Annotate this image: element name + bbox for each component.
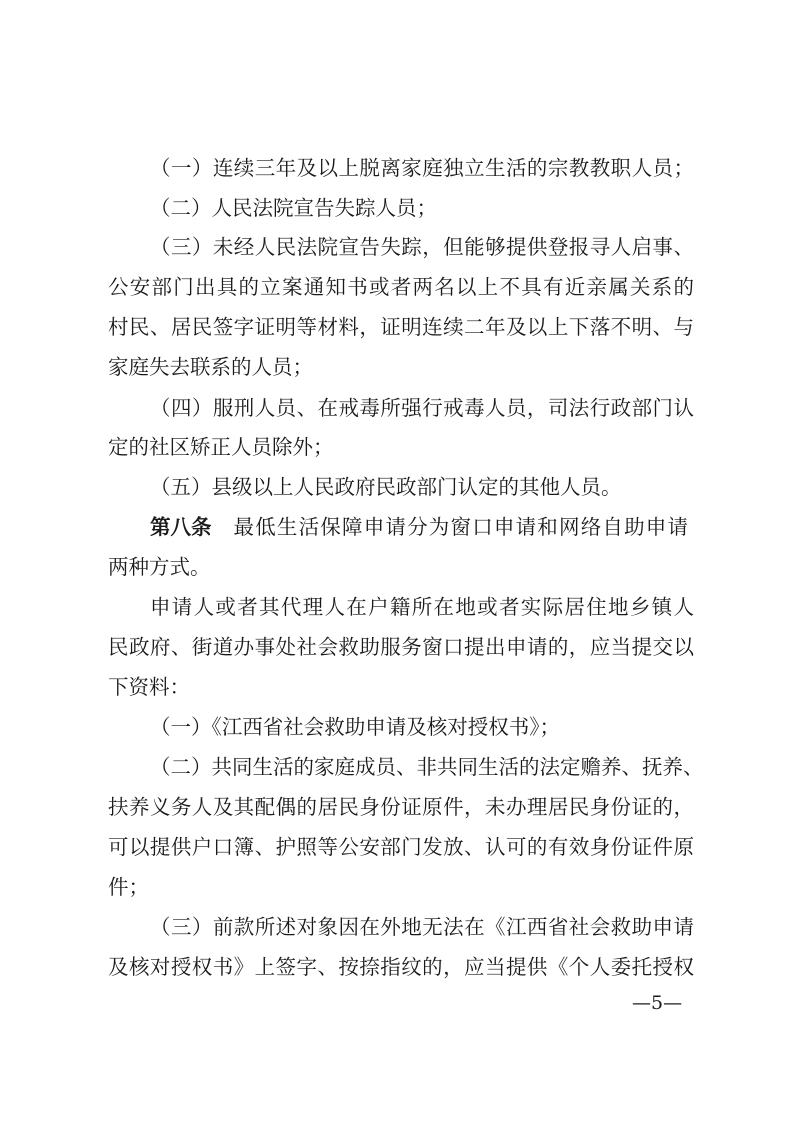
text-line-3: （三）未经人民法院宣告失踪，但能够提供登报寻人启事、 bbox=[150, 235, 694, 259]
article-8-line bbox=[150, 513, 694, 541]
text-line-14: 下资料： bbox=[108, 675, 190, 699]
text-line-15: （一）《江西省社会救助申请及核对授权书》； bbox=[150, 715, 560, 739]
text-line-7: （四）服刑人员、在戒毒所强行戒毒人员，司法行政部门认 bbox=[150, 396, 694, 420]
text-line-10: 最低生活保障申请分为窗口申请和网络自助申请 bbox=[233, 515, 690, 539]
text-line-2: （二）人民法院宣告失踪人员； bbox=[150, 196, 437, 220]
text-line-1: （一）连续三年及以上脱离家庭独立生活的宗教教职人员； bbox=[150, 156, 694, 180]
text-line-4: 公安部门出具的立案通知书或者两名以上不具有近亲属关系的 bbox=[108, 275, 694, 299]
text-line-11: 两种方式。 bbox=[108, 555, 211, 579]
text-line-13: 民政府、街道办事处社会救助服务窗口提出申请的，应当提交以 bbox=[108, 635, 694, 659]
page-number: —5— bbox=[632, 992, 683, 1014]
text-line-12: 申请人或者其代理人在户籍所在地或者实际居住地乡镇人 bbox=[150, 595, 694, 619]
text-line-21: 及核对授权书》上签字、按捺指纹的，应当提供《个人委托授权 bbox=[108, 955, 694, 979]
text-line-20: （三）前款所述对象因在外地无法在《江西省社会救助申请 bbox=[150, 915, 694, 939]
text-line-16: （二）共同生活的家庭成员、非共同生活的法定赡养、抚养、 bbox=[150, 755, 704, 779]
text-line-8: 定的社区矫正人员除外； bbox=[108, 435, 334, 459]
text-line-5: 村民、居民签字证明等材料，证明连续二年及以上下落不明、与 bbox=[108, 315, 694, 339]
text-line-9: （五）县级以上人民政府民政部门认定的其他人员。 bbox=[150, 475, 622, 499]
text-line-17: 扶养义务人及其配偶的居民身份证原件，未办理居民身份证的， bbox=[108, 795, 694, 819]
article-label: 第八条 bbox=[150, 515, 212, 539]
text-line-18: 可以提供户口簿、护照等公安部门发放、认可的有效身份证件原 bbox=[108, 835, 694, 859]
text-line-6: 家庭失去联系的人员； bbox=[108, 355, 313, 379]
text-line-19: 件； bbox=[108, 875, 149, 899]
